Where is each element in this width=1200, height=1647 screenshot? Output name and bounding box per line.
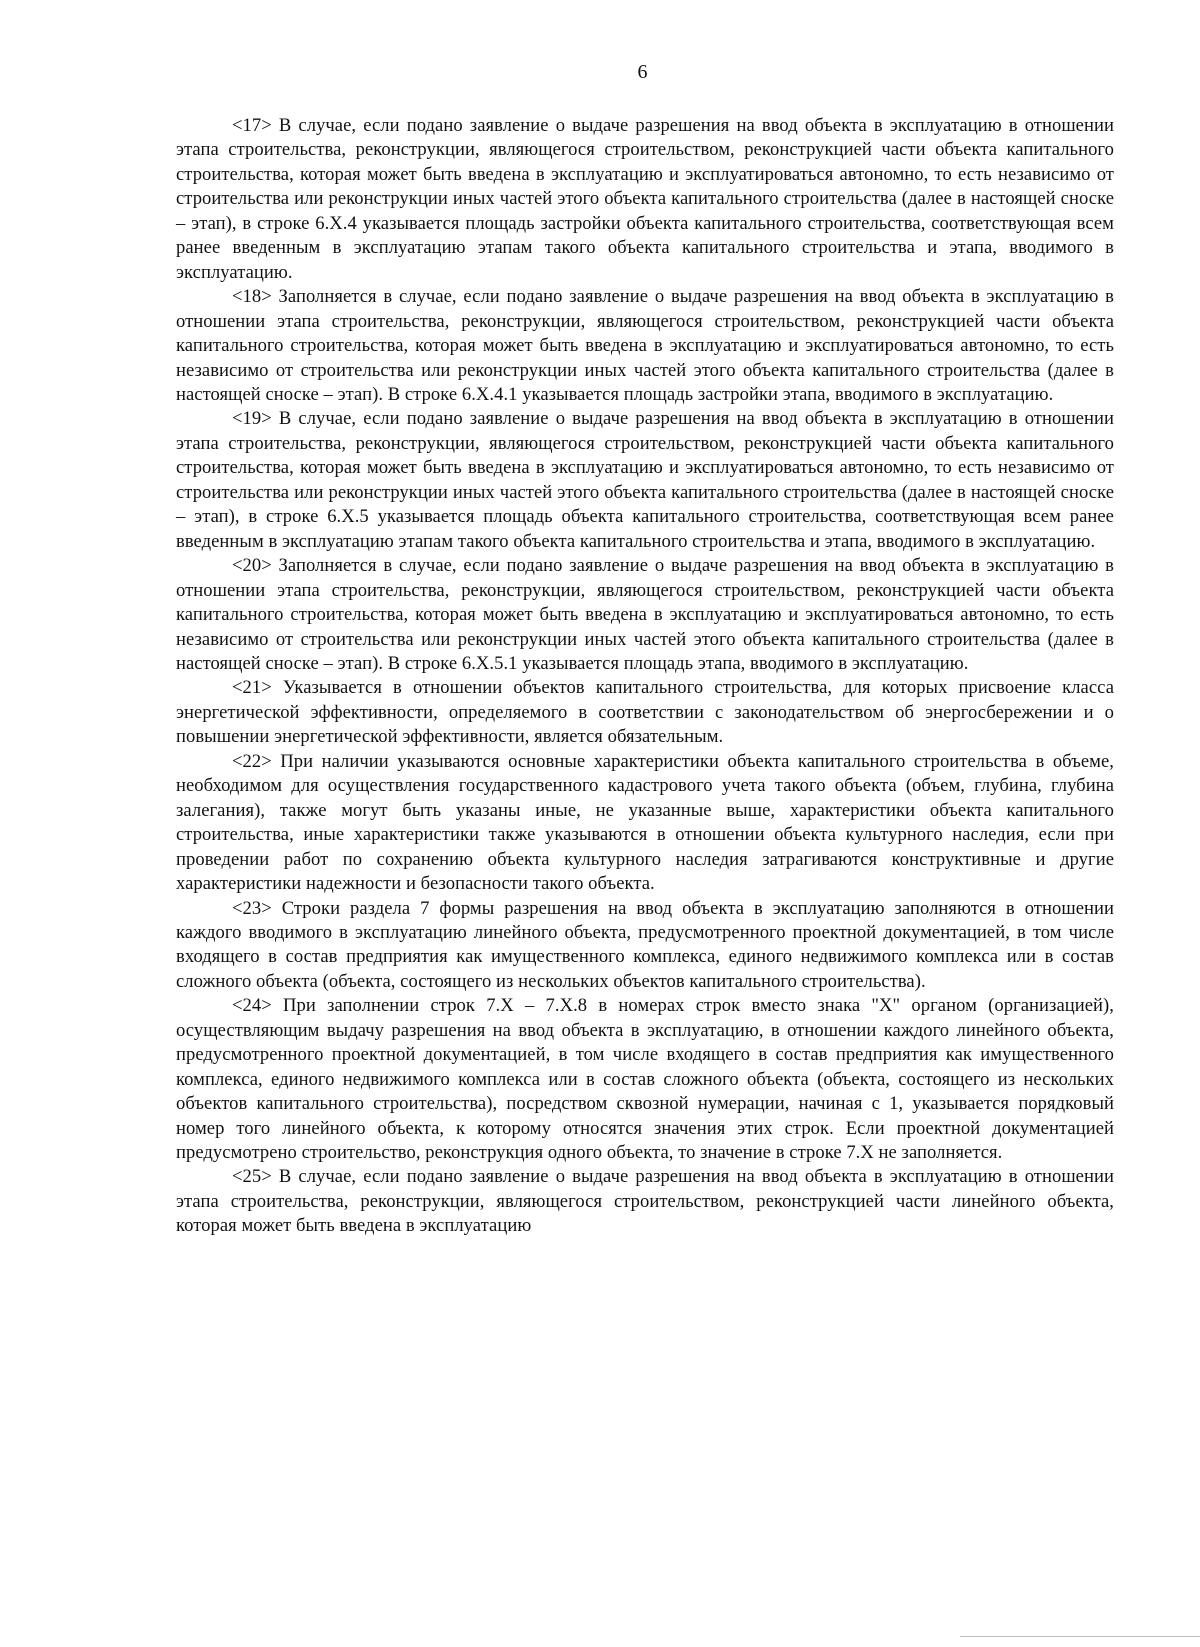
footnote-21: <21> Указывается в отношении объектов капитального строительства, для которых присвоение класса энергетической эффективности, определяемого в соответствии с законодательством об энергосбережении и о повышении энергетической эффективности, является обязательным.: [176, 677, 1114, 748]
footnote-18: <18> Заполняется в случае, если подано заявление о выдаче разрешения на ввод объекта в эксплуатацию в отношении этапа строительства, реконструкции, являющегося строительством, реконструкцией части объекта капитального строительства, которая может быть введена в эксплуатацию и эксплуатироваться автономно, то есть независимо от строительства или реконструкции иных частей этого объекта капитального строительства (далее в настоящей сноске – этап). В строке 6.X.4.1 указывается площадь застройки этапа, вводимого в эксплуатацию.: [176, 286, 1114, 405]
footnote-20: <20> Заполняется в случае, если подано заявление о выдаче разрешения на ввод объекта в эксплуатацию в отношении этапа строительства, реконструкции, являющегося строительством, реконструкцией части объекта капитального строительства, которая может быть введена в эксплуатацию и эксплуатироваться автономно, то есть независимо от строительства или реконструкции иных частей этого объекта капитального строительства (далее в настоящей сноске – этап). В строке 6.X.5.1 указывается площадь этапа, вводимого в эксплуатацию.: [176, 555, 1114, 674]
footnotes-block: [176, 114, 1114, 1239]
footnote-23: <23> Строки раздела 7 формы разрешения на ввод объекта в эксплуатацию заполняются в отношении каждого вводимого в эксплуатацию линейного объекта, предусмотренного проектной документацией, в том числе входящего в состав предприятия как имущественного комплекса, единого недвижимого комплекса или в состав сложного объекта (объекта, состоящего из нескольких объектов капитального строительства).: [176, 897, 1114, 992]
footnote-19: <19> В случае, если подано заявление о выдаче разрешения на ввод объекта в эксплуатацию в отношении этапа строительства, реконструкции, являющегося строительством, реконструкцией части объекта капитального строительства, которая может быть введена в эксплуатацию и эксплуатироваться автономно, то есть независимо от строительства или реконструкции иных частей этого объекта капитального строительства (далее в настоящей сноске – этап), в строке 6.X.5 указывается площадь объекта капитального строительства, соответствующая всем ранее введенным в эксплуатацию этапам такого объекта капитального строительства и этапа, вводимого в эксплуатацию.: [176, 408, 1114, 552]
page-number: 6: [637, 61, 648, 83]
footnote-25: <25> В случае, если подано заявление о выдаче разрешения на ввод объекта в эксплуатацию в отношении этапа строительства, реконструкции, являющегося строительством, реконструкцией части линейного объекта, которая может быть введена в эксплуатацию: [176, 1166, 1114, 1237]
footnote-22: <22> При наличии указываются основные характеристики объекта капитального строительства в объеме, необходимом для осуществления государственного кадастрового учета такого объекта (объем, глубина, глубина залегания), также могут быть указаны иные, не указанные выше, характеристики объекта капитального строительства, иные характеристики также указываются в отношении объекта культурного наследия, если при проведении работ по сохранению объекта культурного наследия затрагиваются конструктивные и другие характеристики надежности и безопасности такого объекта.: [176, 750, 1114, 895]
footnote-17: <17> В случае, если подано заявление о выдаче разрешения на ввод объекта в эксплуатацию в отношении этапа строительства, реконструкции, являющегося строительством, реконструкцией части объекта капитального строительства, которая может быть введена в эксплуатацию и эксплуатироваться автономно, то есть независимо от строительства или реконструкции иных частей этого объекта капитального строительства (далее в настоящей сноске – этап), в строке 6.X.4 указывается площадь застройки объекта капитального строительства, соответствующая всем ранее введенным в эксплуатацию этапам такого объекта капитального строительства и этапа, вводимого в эксплуатацию.: [176, 115, 1114, 283]
scan-edge-line: [960, 1636, 1200, 1637]
footnote-24: <24> При заполнении строк 7.X – 7.X.8 в номерах строк вместо знака "X" органом (организацией), осуществляющим выдачу разрешения на ввод объекта в эксплуатацию, в отношении каждого линейного объекта, предусмотренного проектной документацией, в том числе входящего в состав предприятия как имущественного комплекса, единого недвижимого комплекса или в состав сложного объекта (объекта, состоящего из нескольких объектов капитального строительства), посредством сквозной нумерации, начиная с 1, указывается порядковый номер того линейного объекта, к которому относятся значения этих строк. Если проектной документацией предусмотрено строительство, реконструкция одного объекта, то значение в строке 7.X не заполняется.: [176, 995, 1114, 1164]
